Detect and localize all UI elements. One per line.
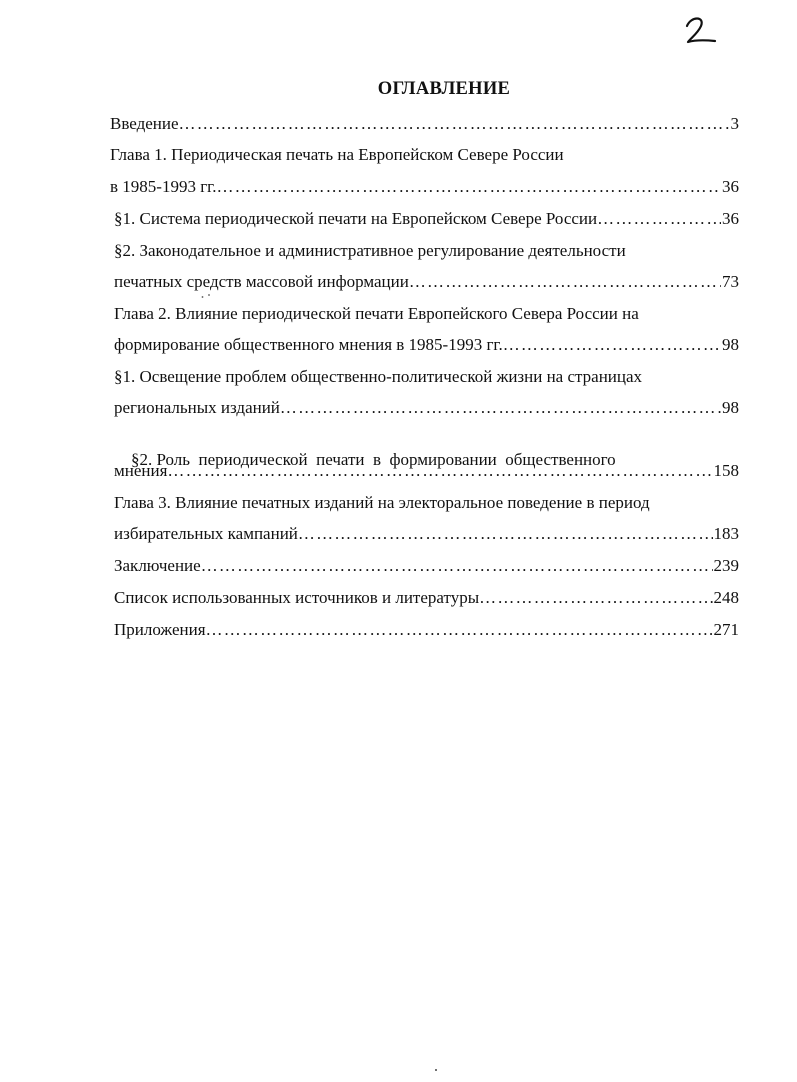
toc-entry-title: региональных изданий xyxy=(114,398,280,417)
page-title: ОГЛАВЛЕНИЕ xyxy=(377,79,511,99)
toc-leader-dots xyxy=(503,335,721,355)
toc-entry-title: в 1985-1993 гг. xyxy=(110,177,217,196)
toc-entry-title: Заключение xyxy=(114,556,201,575)
toc-leader-dots xyxy=(280,398,721,418)
toc-entry-chapter-1-section-1 xyxy=(114,209,739,229)
toc-entry-chapter-2-section-1 xyxy=(114,398,739,418)
toc-entry-page: 98 xyxy=(722,398,739,417)
toc-leader-dots xyxy=(206,620,713,640)
toc-entry-title: мнения xyxy=(114,461,168,480)
toc-entry-page: 98 xyxy=(722,335,739,354)
stray-mark xyxy=(201,293,211,299)
toc-entry-chapter-2-section-1-title xyxy=(114,367,642,387)
toc-entry-references xyxy=(114,588,739,608)
toc-leader-dots xyxy=(409,272,721,292)
toc-entry-introduction xyxy=(110,114,739,134)
toc-entry-chapter-1-section-2 xyxy=(114,272,739,292)
toc-entry-conclusion xyxy=(114,556,739,576)
toc-leader-dots xyxy=(179,114,730,134)
scan-artifact-dot xyxy=(435,1069,437,1071)
toc-leader-dots xyxy=(216,177,721,197)
toc-entry-chapter-1-title xyxy=(110,145,564,165)
toc-entry-chapter-2-title xyxy=(114,304,639,324)
toc-entry-page: 248 xyxy=(713,588,739,607)
toc-entry-title: Глава 2. Влияние периодической печати Европейского Севера России на xyxy=(114,304,639,323)
toc-entry-chapter-1 xyxy=(110,177,739,197)
toc-entry-page: 183 xyxy=(713,524,739,543)
toc-entry-chapter-2 xyxy=(114,335,739,355)
toc-entry-page: 271 xyxy=(713,620,739,639)
toc-leader-dots xyxy=(298,524,713,544)
toc-entry-title: Приложения xyxy=(114,620,206,639)
toc-entry-title: Глава 3. Влияние печатных изданий на электоральное поведение в период xyxy=(114,493,650,512)
toc-leader-dots xyxy=(479,588,712,608)
toc-leader-dots xyxy=(167,461,712,481)
toc-entry-title: Введение xyxy=(110,114,179,133)
stray-mark-glyph xyxy=(201,293,211,299)
toc-leader-dots xyxy=(597,209,721,229)
toc-entry-chapter-2-section-2-title xyxy=(114,430,616,490)
toc-entry-chapter-1-section-2-title xyxy=(114,241,626,261)
toc-entry-chapter-3 xyxy=(114,524,739,544)
toc-entry-title: Список использованных источников и литературы xyxy=(114,588,480,607)
toc-entry-page: 36 xyxy=(722,209,739,228)
toc-entry-chapter-2-section-2 xyxy=(114,461,739,481)
toc-entry-page: 239 xyxy=(713,556,739,575)
toc-entry-page: 36 xyxy=(722,177,739,196)
toc-leader-dots xyxy=(201,556,713,576)
toc-entry-title: печатных средств массовой информации xyxy=(114,272,409,291)
toc-entry-page: 158 xyxy=(713,461,739,480)
toc-entry-title: Глава 1. Периодическая печать на Европейском Севере России xyxy=(110,145,564,164)
toc-entry-title: формирование общественного мнения в 1985-1993 гг. xyxy=(114,335,503,354)
toc-entry-title: §2. Роль периодической печати в формировании общественного xyxy=(131,450,616,469)
toc-entry-page: 3 xyxy=(730,114,739,133)
toc-entry-title: §2. Законодательное и административное регулирование деятельности xyxy=(114,241,626,260)
toc-entry-title: избирательных кампаний xyxy=(114,524,298,543)
toc-entry-appendices xyxy=(114,620,739,640)
toc-entry-title: §1. Система периодической печати на Европейском Севере России xyxy=(114,209,598,228)
toc-entry-page: 73 xyxy=(722,272,739,291)
toc-entry-chapter-3-title xyxy=(114,493,650,513)
toc-entry-title: §1. Освещение проблем общественно-политической жизни на страницах xyxy=(114,367,643,386)
